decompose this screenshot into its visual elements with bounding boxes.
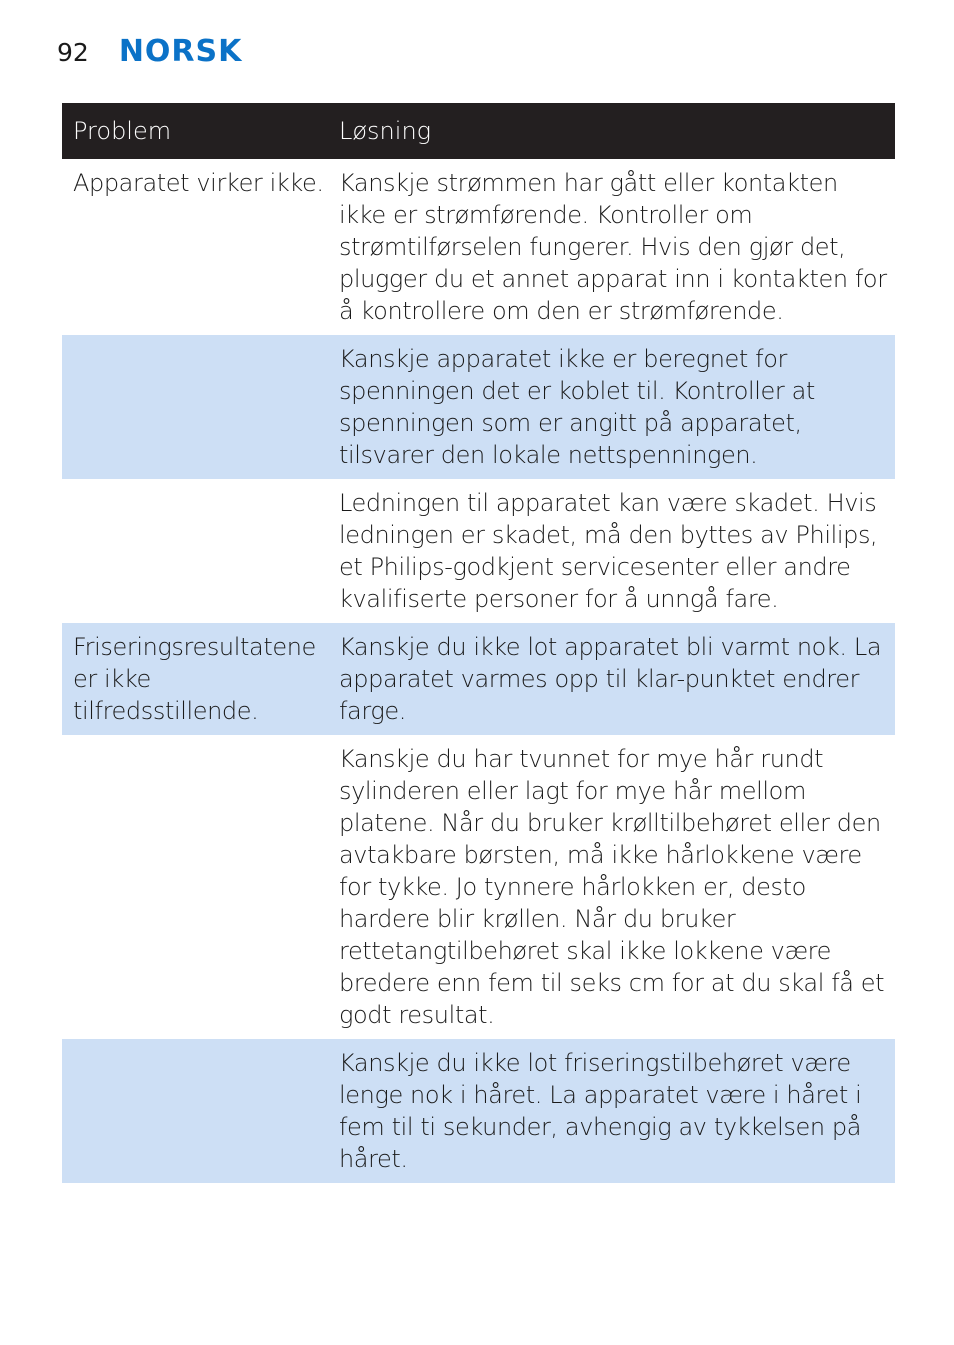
troubleshooting-table <box>62 103 895 1183</box>
solution-cell: Kanskje du ikke lot apparatet bli varmt nok. La apparatet varmes opp til klar-punktet endrer farge. <box>339 633 882 725</box>
page-number: 92 <box>57 38 89 67</box>
problem-cell <box>62 479 328 623</box>
problem-cell <box>62 335 328 479</box>
problem-cell <box>62 735 328 1039</box>
problem-cell: Friseringsresultatene er ikke tilfredsstillende. <box>73 633 316 725</box>
solution-cell: Kanskje apparatet ikke er beregnet for spenningen det er koblet til. Kontroller at spenningen som er angitt på apparatet, tilsvarer den lokale nettspenningen. <box>339 345 815 469</box>
solution-cell: Ledningen til apparatet kan være skadet. Hvis ledningen er skadet, må den byttes av Philips, et Philips-godkjent servicesenter eller andre kvalifiserte personer for å unngå fare. <box>339 489 878 613</box>
section-title: NORSK <box>118 34 243 69</box>
table-row <box>62 1039 895 1183</box>
table-row <box>62 623 895 735</box>
problem-cell <box>62 1039 328 1183</box>
table-row <box>62 335 895 479</box>
column-header-solution: Løsning <box>339 117 432 145</box>
solution-cell: Kanskje strømmen har gått eller kontakten ikke er strømførende. Kontroller om strømtilførselen fungerer. Hvis den gjør det, plugger du et annet apparat inn i kontakten for å kontrollere om den er strømførende. <box>339 169 887 325</box>
table-header <box>62 103 895 159</box>
table-row <box>62 735 895 1039</box>
table-row <box>62 159 895 335</box>
problem-cell: Apparatet virker ikke. <box>73 169 324 197</box>
solution-cell: Kanskje du ikke lot friseringstilbehøret være lenge nok i håret. La apparatet være i håret i fem til ti sekunder, avhengig av tykkelsen på håret. <box>339 1049 862 1173</box>
table-row <box>62 479 895 623</box>
page-header <box>57 34 242 74</box>
solution-cell: Kanskje du har tvunnet for mye hår rundt sylinderen eller lagt for mye hår mellom platene. Når du bruker krølltilbehøret eller den avtakbare børsten, må ikke hårlokkene være for tykke. Jo tynnere hårlokken er, desto hardere blir krøllen. Når du bruker rettetangtilbehøret skal ikke lokkene være bredere enn fem til seks cm for at du skal få et godt resultat. <box>339 745 885 1029</box>
column-header-problem: Problem <box>73 117 172 145</box>
